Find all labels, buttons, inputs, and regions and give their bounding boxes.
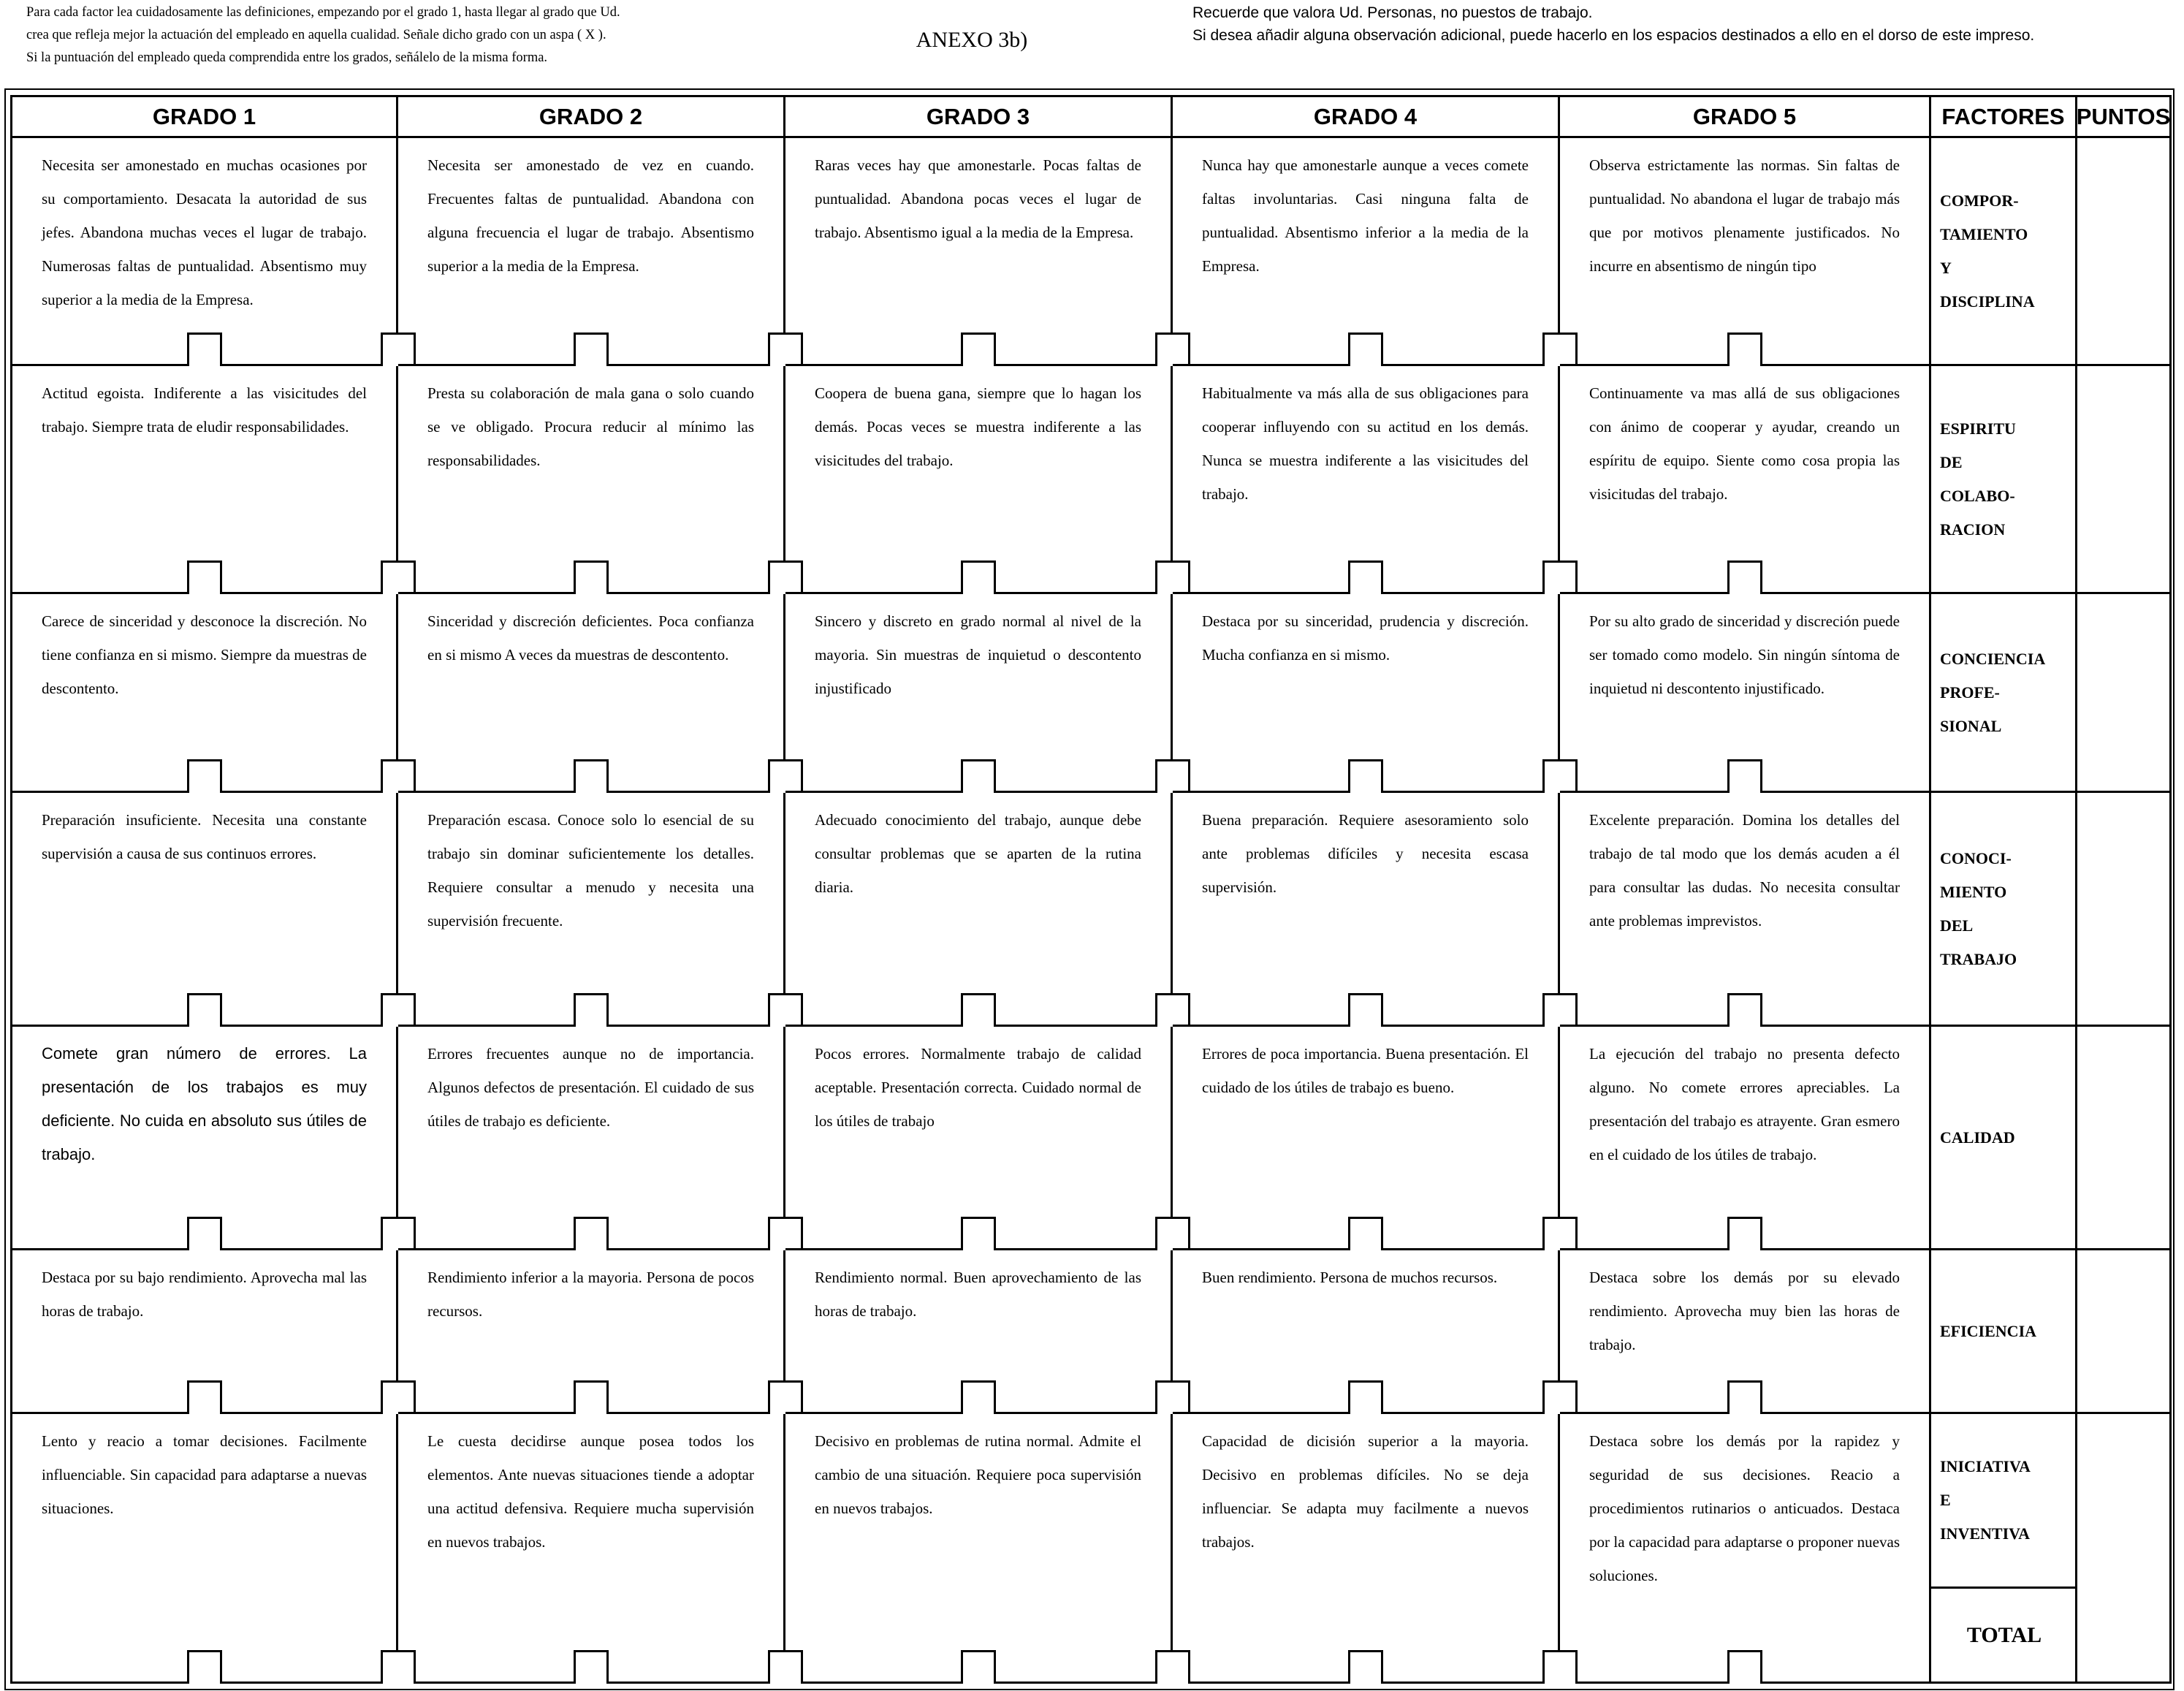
grade-checkbox[interactable] xyxy=(961,759,996,793)
grade-description-cell xyxy=(398,793,785,1027)
evaluation-table xyxy=(12,97,2169,1682)
grade-description-text: Buena preparación. Requiere asesoramiento solo ante problemas difíciles y necesita escasa supervisión. xyxy=(1202,811,1529,896)
grade-checkbox[interactable] xyxy=(187,1217,222,1250)
instructions-left xyxy=(26,1,757,69)
instruction-line: crea que refleja mejor la actuación del empleado en aquella cualidad. Señale dicho grado con un aspa ( X ). xyxy=(26,28,606,42)
puntos-field[interactable] xyxy=(2077,793,2169,1027)
factor-label-block xyxy=(1940,1414,2075,1586)
grade-description-text: Coopera de buena gana, siempre que lo hagan los demás. Pocas veces se muestra indiferente a las visicitudes del trabajo. xyxy=(815,384,1141,469)
instructions-right xyxy=(1192,1,2172,47)
factor-label-line: CONOCI- xyxy=(1940,848,2012,867)
grado-4-header: GRADO 4 xyxy=(1173,97,1560,138)
factor-label xyxy=(1931,366,2077,594)
grade-checkbox[interactable] xyxy=(1348,1380,1383,1414)
grade-description-cell xyxy=(12,793,398,1027)
grade-description-text: Adecuado conocimiento del trabajo, aunque debe consultar problemas que se aparten de la rutina diaria. xyxy=(815,811,1141,896)
grade-description-text: Destaca sobre los demás por su elevado rendimiento. Aprovecha muy bien las horas de trabajo. xyxy=(1589,1269,1900,1353)
grade-description-cell xyxy=(12,1027,398,1250)
grade-checkbox[interactable] xyxy=(187,993,222,1027)
puntos-header: PUNTOS xyxy=(2077,97,2169,138)
factor-label-line: TRABAJO xyxy=(1940,949,2017,968)
grade-description-cell xyxy=(1560,1414,1931,1682)
grade-description-text: Destaca por su sinceridad, prudencia y discreción. Mucha confianza en si mismo. xyxy=(1202,612,1529,664)
grade-description-text: Comete gran número de errores. La presentación de los trabajos es muy deficiente. No cuida en absoluto sus útiles de trabajo. xyxy=(42,1044,367,1163)
factor-label-line: COLABO- xyxy=(1940,486,2015,505)
grado-5-header: GRADO 5 xyxy=(1560,97,1931,138)
factor-label-line: TAMIENTO xyxy=(1940,224,2028,243)
grade-checkbox[interactable] xyxy=(1727,1650,1762,1684)
grade-checkbox[interactable] xyxy=(961,1650,996,1684)
grade-description-cell xyxy=(1173,1250,1560,1414)
grade-description-cell xyxy=(1560,793,1931,1027)
grade-description-cell xyxy=(398,366,785,594)
puntos-field[interactable] xyxy=(2077,366,2169,594)
grade-description-cell xyxy=(1173,138,1560,366)
grade-description-cell xyxy=(785,1414,1173,1682)
factor-label xyxy=(1931,793,2077,1027)
grade-checkbox[interactable] xyxy=(1727,1380,1762,1414)
grade-description-cell xyxy=(785,1250,1173,1414)
grade-description-text: Habitualmente va más alla de sus obligaciones para cooperar influyendo con su actitud en los demás. Nunca se muestra indiferente a las visicitudes del trabajo. xyxy=(1202,384,1529,503)
grade-description-text: Raras veces hay que amonestarle. Pocas faltas de puntualidad. Abandona pocas veces el lugar de trabajo. Absentismo igual a la media de la Empresa. xyxy=(815,156,1141,241)
grade-description-cell xyxy=(398,138,785,366)
grade-checkbox[interactable] xyxy=(574,1380,609,1414)
grade-description-cell xyxy=(398,1250,785,1414)
grade-description-cell xyxy=(785,793,1173,1027)
grade-description-text: Por su alto grado de sinceridad y discreción puede ser tomado como modelo. Sin ningún síntoma de inquietud ni descontento injustificado. xyxy=(1589,612,1900,697)
grade-checkbox[interactable] xyxy=(1727,759,1762,793)
grade-checkbox[interactable] xyxy=(187,1380,222,1414)
grade-description-cell xyxy=(398,594,785,793)
grade-description-text: Nunca hay que amonestarle aunque a veces comete faltas involuntarias. Casi ninguna falta de puntualidad. Absentismo inferior a la media de la Empresa. xyxy=(1202,156,1529,275)
grade-description-text: Rendimiento inferior a la mayoria. Persona de pocos recursos. xyxy=(427,1269,754,1320)
factor-label xyxy=(1931,138,2077,366)
grade-description-cell xyxy=(1560,594,1931,793)
grade-checkbox[interactable] xyxy=(1348,993,1383,1027)
grade-checkbox[interactable] xyxy=(1348,759,1383,793)
grado-3-header: GRADO 3 xyxy=(785,97,1173,138)
grade-description-cell xyxy=(785,138,1173,366)
puntos-field[interactable] xyxy=(2077,1250,2169,1414)
grade-description-cell xyxy=(1560,1250,1931,1414)
factor-label-line: INICIATIVA xyxy=(1940,1457,2031,1475)
grade-checkbox[interactable] xyxy=(574,1650,609,1684)
grade-checkbox[interactable] xyxy=(574,1217,609,1250)
grade-description-text: Errores frecuentes aunque no de importancia. Algunos defectos de presentación. El cuidado de sus útiles de trabajo es deficiente. xyxy=(427,1045,754,1130)
grade-description-cell xyxy=(1173,1027,1560,1250)
factor-label-line: CALIDAD xyxy=(1940,1128,2015,1147)
grade-description-cell xyxy=(1173,594,1560,793)
grade-checkbox[interactable] xyxy=(1727,332,1762,366)
grade-description-text: La ejecución del trabajo no presenta defecto alguno. No comete errores apreciables. La presentación del trabajo es atrayente. Gran esmero en el cuidado de los útiles de trabajo. xyxy=(1589,1045,1900,1163)
factor-label xyxy=(1931,594,2077,793)
factor-label-line: DISCIPLINA xyxy=(1940,292,2035,311)
grade-description-cell xyxy=(12,1414,398,1682)
factor-label xyxy=(1931,1027,2077,1250)
grade-description-cell xyxy=(1560,366,1931,594)
grade-description-cell xyxy=(785,594,1173,793)
document-title: ANEXO 3b) xyxy=(916,28,1028,52)
grade-description-cell xyxy=(12,366,398,594)
grade-description-cell xyxy=(1173,793,1560,1027)
factor-label xyxy=(1931,1414,2077,1682)
grade-description-text: Decisivo en problemas de rutina normal. Admite el cambio de una situación. Requiere poca supervisión en nuevos trabajos. xyxy=(815,1432,1141,1517)
grade-checkbox[interactable] xyxy=(187,759,222,793)
grade-description-text: Lento y reacio a tomar decisiones. Facilmente influenciable. Sin capacidad para adaptarse a nuevas situaciones. xyxy=(42,1432,367,1517)
grade-description-cell xyxy=(12,138,398,366)
total-label: TOTAL xyxy=(1931,1586,2077,1682)
grade-description-text: Observa estrictamente las normas. Sin faltas de puntualidad. No abandona el lugar de trabajo más que por motivos plenamente justificados. No incurre en absentismo de ningún tipo xyxy=(1589,156,1900,275)
grade-checkbox[interactable] xyxy=(574,560,609,594)
factor-label-line: PROFE- xyxy=(1940,683,2000,702)
factor-label-line: Y xyxy=(1940,258,1952,277)
instruction-line: Si desea añadir alguna observación adicional, puede hacerlo en los espacios destinados a ello en el dorso de este impreso. xyxy=(1192,27,2035,44)
grade-checkbox[interactable] xyxy=(1348,332,1383,366)
puntos-field[interactable] xyxy=(2077,594,2169,793)
puntos-field[interactable] xyxy=(2077,1414,2169,1682)
factor-label-line: DE xyxy=(1940,452,1963,471)
factor-label-line: COMPOR- xyxy=(1940,191,2019,210)
grade-checkbox[interactable] xyxy=(961,993,996,1027)
grade-description-cell xyxy=(398,1027,785,1250)
grade-description-text: Sinceridad y discreción deficientes. Poca confianza en si mismo A veces da muestras de descontento. xyxy=(427,612,754,664)
grade-description-cell xyxy=(12,1250,398,1414)
factor-label-line: EFICIENCIA xyxy=(1940,1321,2037,1340)
factor-label xyxy=(1931,1250,2077,1414)
grade-description-text: Buen rendimiento. Persona de muchos recursos. xyxy=(1202,1269,1498,1286)
grade-description-text: Carece de sinceridad y desconoce la discreción. No tiene confianza en si mismo. Siempre da muestras de descontento. xyxy=(42,612,367,697)
puntos-field[interactable] xyxy=(2077,1027,2169,1250)
factor-label-line: INVENTIVA xyxy=(1940,1524,2031,1543)
grade-description-text: Necesita ser amonestado en muchas ocasiones por su comportamiento. Desacata la autoridad de sus jefes. Abandona muchas veces el lugar de trabajo. Numerosas faltas de puntualidad. Absentismo muy superior a la media de la Empresa. xyxy=(42,156,367,308)
grade-checkbox[interactable] xyxy=(1348,1650,1383,1684)
factor-label-line: CONCIENCIA xyxy=(1940,649,2046,668)
grade-checkbox[interactable] xyxy=(961,332,996,366)
instruction-line: Si la puntuación del empleado queda comprendida entre los grados, señálelo de la misma forma. xyxy=(26,50,548,65)
grade-checkbox[interactable] xyxy=(1727,560,1762,594)
grade-description-text: Preparación insuficiente. Necesita una constante supervisión a causa de sus continuos errores. xyxy=(42,811,367,862)
grade-description-text: Preparación escasa. Conoce solo lo esencial de su trabajo sin dominar suficientemente los detalles. Requiere consultar a menudo y necesita una supervisión frecuente. xyxy=(427,811,754,930)
grade-checkbox[interactable] xyxy=(187,332,222,366)
grade-checkbox[interactable] xyxy=(574,332,609,366)
grade-description-text: Excelente preparación. Domina los detalles del trabajo de tal modo que los demás acuden a él para consultar las dudas. No necesita consultar ante problemas imprevistos. xyxy=(1589,811,1900,930)
grade-checkbox[interactable] xyxy=(1348,1217,1383,1250)
grade-description-cell xyxy=(785,366,1173,594)
instruction-line: Recuerde que valora Ud. Personas, no puestos de trabajo. xyxy=(1192,4,1593,21)
factor-label-line: DEL xyxy=(1940,916,1974,935)
grade-description-text: Destaca sobre los demás por la rapidez y seguridad de sus decisiones. Reacio a procedimientos rutinarios o anticuados. Destaca por la capacidad para adaptarse o proponer nuevas soluciones. xyxy=(1589,1432,1900,1584)
grade-description-text: Rendimiento normal. Buen aprovechamiento de las horas de trabajo. xyxy=(815,1269,1141,1320)
grade-checkbox[interactable] xyxy=(574,759,609,793)
grade-description-cell xyxy=(1560,138,1931,366)
grade-checkbox[interactable] xyxy=(187,1650,222,1684)
grade-description-text: Necesita ser amonestado de vez en cuando. Frecuentes faltas de puntualidad. Abandona con alguna frecuencia el lugar de trabajo. Absentismo superior a la media de la Empresa. xyxy=(427,156,754,275)
grade-checkbox[interactable] xyxy=(961,1217,996,1250)
grade-checkbox[interactable] xyxy=(1727,993,1762,1027)
grade-description-text: Pocos errores. Normalmente trabajo de calidad aceptable. Presentación correcta. Cuidado normal de los útiles de trabajo xyxy=(815,1045,1141,1130)
grade-checkbox[interactable] xyxy=(187,560,222,594)
grade-checkbox[interactable] xyxy=(961,1380,996,1414)
grade-description-cell xyxy=(1173,366,1560,594)
instruction-line: Para cada factor lea cuidadosamente las definiciones, empezando por el grado 1, hasta llegar al grado que Ud. xyxy=(26,5,620,20)
grade-description-cell xyxy=(1560,1027,1931,1250)
grade-checkbox[interactable] xyxy=(1727,1217,1762,1250)
grade-description-text: Actitud egoista. Indiferente a las visicitudes del trabajo. Siempre trata de eludir responsabilidades. xyxy=(42,384,367,436)
factor-label-line: RACION xyxy=(1940,520,2006,539)
grade-description-text: Le cuesta decidirse aunque posea todos los elementos. Ante nuevas situaciones tiende a adoptar una actitud defensiva. Requiere mucha supervisión en nuevos trabajos. xyxy=(427,1432,754,1551)
grado-2-header: GRADO 2 xyxy=(398,97,785,138)
factores-header: FACTORES xyxy=(1931,97,2077,138)
grade-checkbox[interactable] xyxy=(574,993,609,1027)
grade-description-cell xyxy=(12,594,398,793)
puntos-field[interactable] xyxy=(2077,138,2169,366)
grade-description-cell xyxy=(1173,1414,1560,1682)
grade-description-text: Errores de poca importancia. Buena presentación. El cuidado de los útiles de trabajo es bueno. xyxy=(1202,1045,1529,1096)
grade-description-text: Destaca por su bajo rendimiento. Aprovecha mal las horas de trabajo. xyxy=(42,1269,367,1320)
grade-description-cell xyxy=(398,1414,785,1682)
grade-description-text: Capacidad de dicisión superior a la mayoria. Decisivo en problemas difíciles. No se deja influenciar. Se adapta muy facilmente a nuevos trabajos. xyxy=(1202,1432,1529,1551)
grade-checkbox[interactable] xyxy=(1348,560,1383,594)
grade-description-cell xyxy=(785,1027,1173,1250)
grade-description-text: Continuamente va mas allá de sus obligaciones con ánimo de cooperar y ayudar, creando un espíritu de equipo. Siente como cosa propia las visicitudas del trabajo. xyxy=(1589,384,1900,503)
grade-checkbox[interactable] xyxy=(961,560,996,594)
factor-label-line: E xyxy=(1940,1491,1951,1509)
grade-description-text: Presta su colaboración de mala gana o solo cuando se ve obligado. Procura reducir al mínimo las responsabilidades. xyxy=(427,384,754,469)
grade-description-text: Sincero y discreto en grado normal al nivel de la mayoria. Sin muestras de inquietud o descontento injustificado xyxy=(815,612,1141,697)
grado-1-header: GRADO 1 xyxy=(12,97,398,138)
factor-label-line: ESPIRITU xyxy=(1940,419,2016,438)
factor-label-line: SIONAL xyxy=(1940,716,2002,735)
factor-label-line: MIENTO xyxy=(1940,882,2007,901)
